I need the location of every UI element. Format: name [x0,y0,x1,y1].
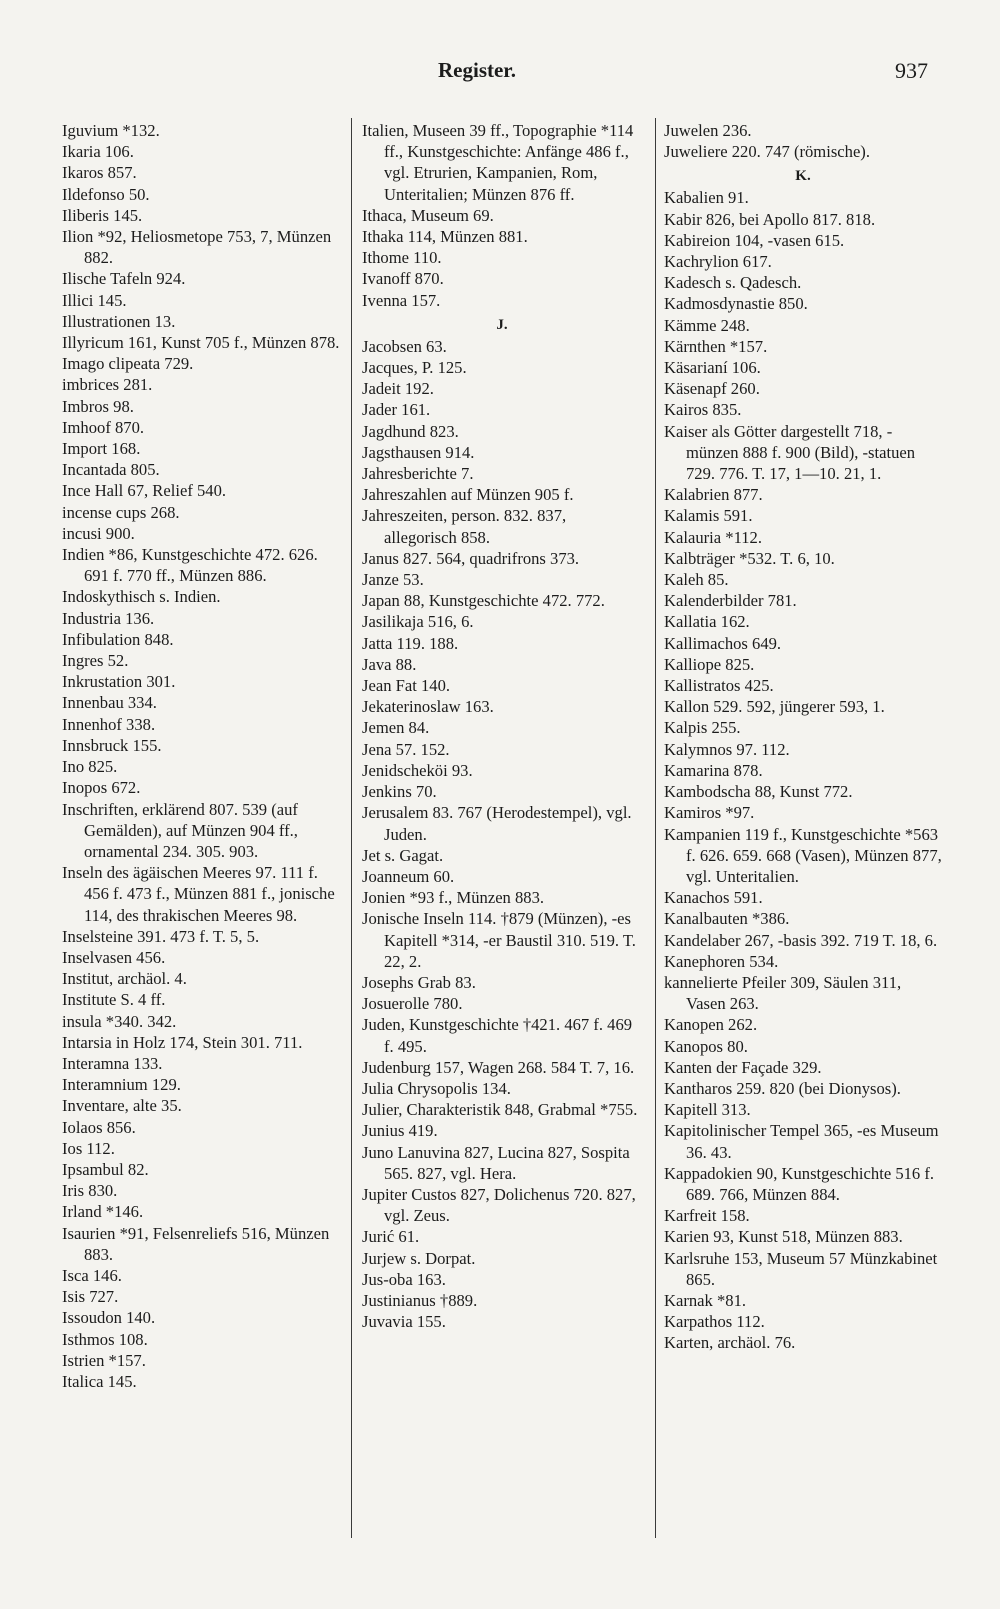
index-entry: Ivanoff 870. [362,269,444,289]
index-entry: Innenbau 334. [62,693,157,713]
column-divider-2 [655,118,656,1538]
index-entry: Julia Chrysopolis 134. [362,1078,511,1098]
index-entry: Isca 146. [62,1265,122,1285]
index-entry: Jasilikaja 516, 6. [362,612,474,632]
index-entry: Judenburg 157, Wagen 268. 584 T. 7, 16. [362,1057,635,1077]
index-entry: Issoudon 140. [62,1308,156,1328]
index-entry: Infibulation 848. [62,629,174,649]
index-entry: Illyricum 161, Kunst 705 f., Münzen 878. [62,333,340,353]
index-entry: Ithaka 114, Münzen 881. [362,227,528,247]
index-entry: Kantharos 259. 820 (bei Dionysos). [664,1078,901,1098]
index-entry: Jahresberichte 7. [362,464,474,484]
index-entry: Iolaos 856. [62,1117,136,1137]
index-entry: Kadesch s. Qadesch. [664,273,802,293]
page-title: Register. [438,58,516,82]
index-entry: Kadmosdynastie 850. [664,294,808,314]
index-entry: Juvavia 155. [362,1312,446,1332]
index-entry: imbrices 281. [62,375,153,395]
index-entry: Kalbträger *532. T. 6, 10. [664,548,835,568]
index-entry: Kabalien 91. [664,188,749,208]
index-column-3 [664,120,942,1590]
index-entry: incusi 900. [62,523,135,543]
index-entry: Jupiter Custos 827, Dolichenus 720. 827, vgl. Zeus. [362,1184,636,1226]
index-entry: Kabir 826, bei Apollo 817. 818. [664,209,876,229]
index-entry: Ios 112. [62,1138,115,1158]
index-entry: Karfreit 158. [664,1206,750,1226]
index-entry: Kamarina 878. [664,760,763,780]
index-entry: kannelierte Pfeiler 309, Säulen 311, Vasen 263. [664,972,902,1014]
index-entry: Justinianus †889. [362,1290,478,1310]
index-entry: Kalliope 825. [664,654,755,674]
index-entry: Kaiser als Götter dargestellt 718, -münzen 888 f. 900 (Bild), -statuen 729. 776. T. 17, 1—10. 21, 1. [664,421,916,484]
index-entry: Kalauria *112. [664,527,762,547]
index-entry: Jean Fat 140. [362,676,451,696]
index-entry: Inventare, alte 35. [62,1096,182,1116]
index-entry: Janze 53. [362,570,424,590]
index-entry: Ingres 52. [62,651,129,671]
index-entry: Italica 145. [62,1371,137,1391]
index-entry: Innenhof 338. [62,714,156,734]
index-entry: Jenidscheköi 93. [362,760,473,780]
index-entry: Juno Lanuvina 827, Lucina 827, Sospita 565. 827, vgl. Hera. [362,1142,630,1183]
index-entry: Kallon 529. 592, jüngerer 593, 1. [664,697,885,717]
index-column-2 [362,120,642,1590]
index-entry: incense cups 268. [62,502,180,522]
index-entry: Inkrustation 301. [62,672,176,692]
index-entry: Japan 88, Kunstgeschichte 472. 772. [362,591,605,611]
index-entry: Incantada 805. [62,460,160,480]
index-entry: Kanten der Façade 329. [664,1057,822,1077]
index-entry: Jacobsen 63. [362,336,447,356]
page-number: 937 [895,58,928,83]
index-entry: Ipsambul 82. [62,1159,149,1179]
index-entry: Käsarianí 106. [664,358,761,378]
index-entry: Kämme 248. [664,315,750,335]
index-entry: Jagsthausen 914. [362,442,475,462]
index-entry: Jacques, P. 125. [362,358,467,378]
index-entry: Iliberis 145. [62,205,143,225]
index-entry: Jet s. Gagat. [362,845,444,865]
index-entry: Iris 830. [62,1181,118,1201]
index-entry: Jadeit 192. [362,379,434,399]
index-entry: Imbros 98. [62,396,134,416]
index-entry: Ince Hall 67, Relief 540. [62,481,227,501]
index-entry: Ilion *92, Heliosmetope 753, 7, Münzen 882. [62,227,332,268]
index-entry: Kachrylion 617. [664,252,772,272]
column-divider-1 [351,118,352,1538]
index-entry: Ivenna 157. [362,290,441,310]
index-entry: Jonien *93 f., Münzen 883. [362,888,545,908]
page-header [0,58,1000,88]
index-entry: Jenkins 70. [362,782,437,802]
index-entry: Kaleh 85. [664,570,729,590]
index-entry: Illici 145. [62,290,127,310]
index-entry: Kapitolinischer Tempel 365, -es Museum 36. 43. [664,1121,939,1162]
index-entry: Karien 93, Kunst 518, Münzen 883. [664,1227,903,1247]
index-entry: Jekaterinoslaw 163. [362,697,494,717]
index-entry: Kalymnos 97. 112. [664,739,790,759]
index-entry: Kalamis 591. [664,506,753,526]
index-entry: Kamiros *97. [664,803,755,823]
index-entry: Junius 419. [362,1121,438,1141]
index-entry: Indien *86, Kunstgeschichte 472. 626. 691 f. 770 ff., Münzen 886. [62,545,318,586]
index-entry: Jatta 119. 188. [362,633,459,653]
index-entry: Kanephoren 534. [664,951,779,971]
index-entry: Kalenderbilder 781. [664,591,797,611]
index-entry: Italien, Museen 39 ff., Topographie *114 ff., Kunstgeschichte: Anfänge 486 f., vgl. Etrurien, Kampanien, Rom, Unteritalien; Münzen 876 ff. [362,121,634,204]
index-entry: Irland *146. [62,1202,144,1222]
index-entry: Kanachos 591. [664,888,763,908]
index-entry: Kallistratos 425. [664,676,774,696]
index-entry: Imago clipeata 729. [62,354,194,374]
index-entry: Inselvasen 456. [62,947,166,967]
index-entry: Karnak *81. [664,1290,747,1310]
index-entry: Industria 136. [62,608,155,628]
index-entry: Jurjew s. Dorpat. [362,1248,476,1268]
index-entry: Illustrationen 13. [62,311,176,331]
index-entry: Kambodscha 88, Kunst 772. [664,782,853,802]
index-entry: Ildefonso 50. [62,184,150,204]
index-entry: Kabireion 104, -vasen 615. [664,230,845,250]
index-entry: Jerusalem 83. 767 (Herodestempel), vgl. Juden. [362,803,632,844]
index-entry: Karten, archäol. 76. [664,1333,796,1353]
index-entry: Juden, Kunstgeschichte †421. 467 f. 469 f. 495. [362,1015,633,1056]
index-entry: Import 168. [62,439,141,459]
index-entry: Jonische Inseln 114. †879 (Münzen), -es Kapitell *314, -er Baustil 310. 519. T. 22, 2. [362,909,636,971]
index-entry: Jahreszeiten, person. 832. 837, allegorisch 858. [362,506,567,547]
index-entry: Institut, archäol. 4. [62,969,187,989]
index-entry: Kalabrien 877. [664,485,763,505]
index-entry: Jader 161. [362,400,431,420]
index-entry: Josephs Grab 83. [362,972,476,992]
index-entry: Interamna 133. [62,1053,163,1073]
index-entry: Kärnthen *157. [664,336,768,356]
index-entry: Käsenapf 260. [664,379,760,399]
index-entry: Innsbruck 155. [62,735,162,755]
index-entry: Karlsruhe 153, Museum 57 Münzkabinet 865. [664,1248,938,1289]
index-column-1 [62,120,344,1590]
index-entry: Iguvium *132. [62,121,160,140]
index-entry: Ino 825. [62,757,118,777]
index-entry: Ithaca, Museum 69. [362,205,494,225]
index-entry: Jagdhund 823. [362,421,459,441]
index-entry: Kampanien 119 f., Kunstgeschichte *563 f. 626. 659. 668 (Vasen), Münzen 877, vgl. Unteritalien. [664,824,942,886]
index-entry: Indoskythisch s. Indien. [62,587,221,607]
index-entry: Ikaria 106. [62,142,134,162]
index-entry: Kairos 835. [664,400,742,420]
section-letter: K. [795,168,811,185]
index-entry: Inopos 672. [62,778,141,798]
index-entry: Java 88. [362,654,417,674]
index-entry: Ilische Tafeln 924. [62,269,186,289]
index-entry: Josuerolle 780. [362,994,463,1014]
index-entry: Jurić 61. [362,1227,420,1247]
index-entry: Intarsia in Holz 174, Stein 301. 711. [62,1032,303,1052]
index-entry: Kanopos 80. [664,1036,748,1056]
section-letter: J. [496,316,508,333]
index-entry: Kallatia 162. [664,612,750,632]
index-entry: Kalpis 255. [664,718,741,738]
index-entry: Juweliere 220. 747 (römische). [664,142,870,162]
index-entry: Imhoof 870. [62,417,145,437]
index-entry: Kandelaber 267, -basis 392. 719 T. 18, 6. [664,930,938,950]
index-entry: Isis 727. [62,1287,119,1307]
index-entry: Kallimachos 649. [664,633,782,653]
index-entry: Kapitell 313. [664,1100,751,1120]
index-entry: Julier, Charakteristik 848, Grabmal *755. [362,1100,638,1120]
index-entry: Jus-oba 163. [362,1269,446,1289]
index-entry: Ikaros 857. [62,163,137,183]
index-entry: Inselsteine 391. 473 f. T. 5, 5. [62,926,260,946]
index-entry: Jemen 84. [362,718,430,738]
index-entry: Kappadokien 90, Kunstgeschichte 516 f. 689. 766, Münzen 884. [664,1163,935,1204]
index-entry: Inschriften, erklärend 807. 539 (auf Gemälden), auf Münzen 904 ff., ornamental 234. 305. 903. [62,799,298,861]
index-entry: insula *340. 342. [62,1011,177,1031]
index-entry: Jahreszahlen auf Münzen 905 f. [362,485,574,505]
index-entry: Karpathos 112. [664,1312,765,1332]
index-entry: Kanalbauten *386. [664,909,790,929]
index-entry: Interamnium 129. [62,1075,181,1095]
index-entry: Institute S. 4 ff. [62,990,166,1010]
index-entry: Ithome 110. [362,248,442,268]
index-entry: Inseln des ägäischen Meeres 97. 111 f. 456 f. 473 f., Münzen 881 f., jonische 114, des thrakischen Meeres 98. [62,863,335,925]
index-entry: Isthmos 108. [62,1329,148,1349]
index-entry: Janus 827. 564, quadrifrons 373. [362,548,580,568]
index-entry: Kanopen 262. [664,1015,758,1035]
index-entry: Juwelen 236. [664,121,752,140]
index-entry: Joanneum 60. [362,866,455,886]
index-entry: Jena 57. 152. [362,739,450,759]
index-entry: Isaurien *91, Felsenreliefs 516, Münzen 883. [62,1223,330,1264]
index-entry: Istrien *157. [62,1350,146,1370]
